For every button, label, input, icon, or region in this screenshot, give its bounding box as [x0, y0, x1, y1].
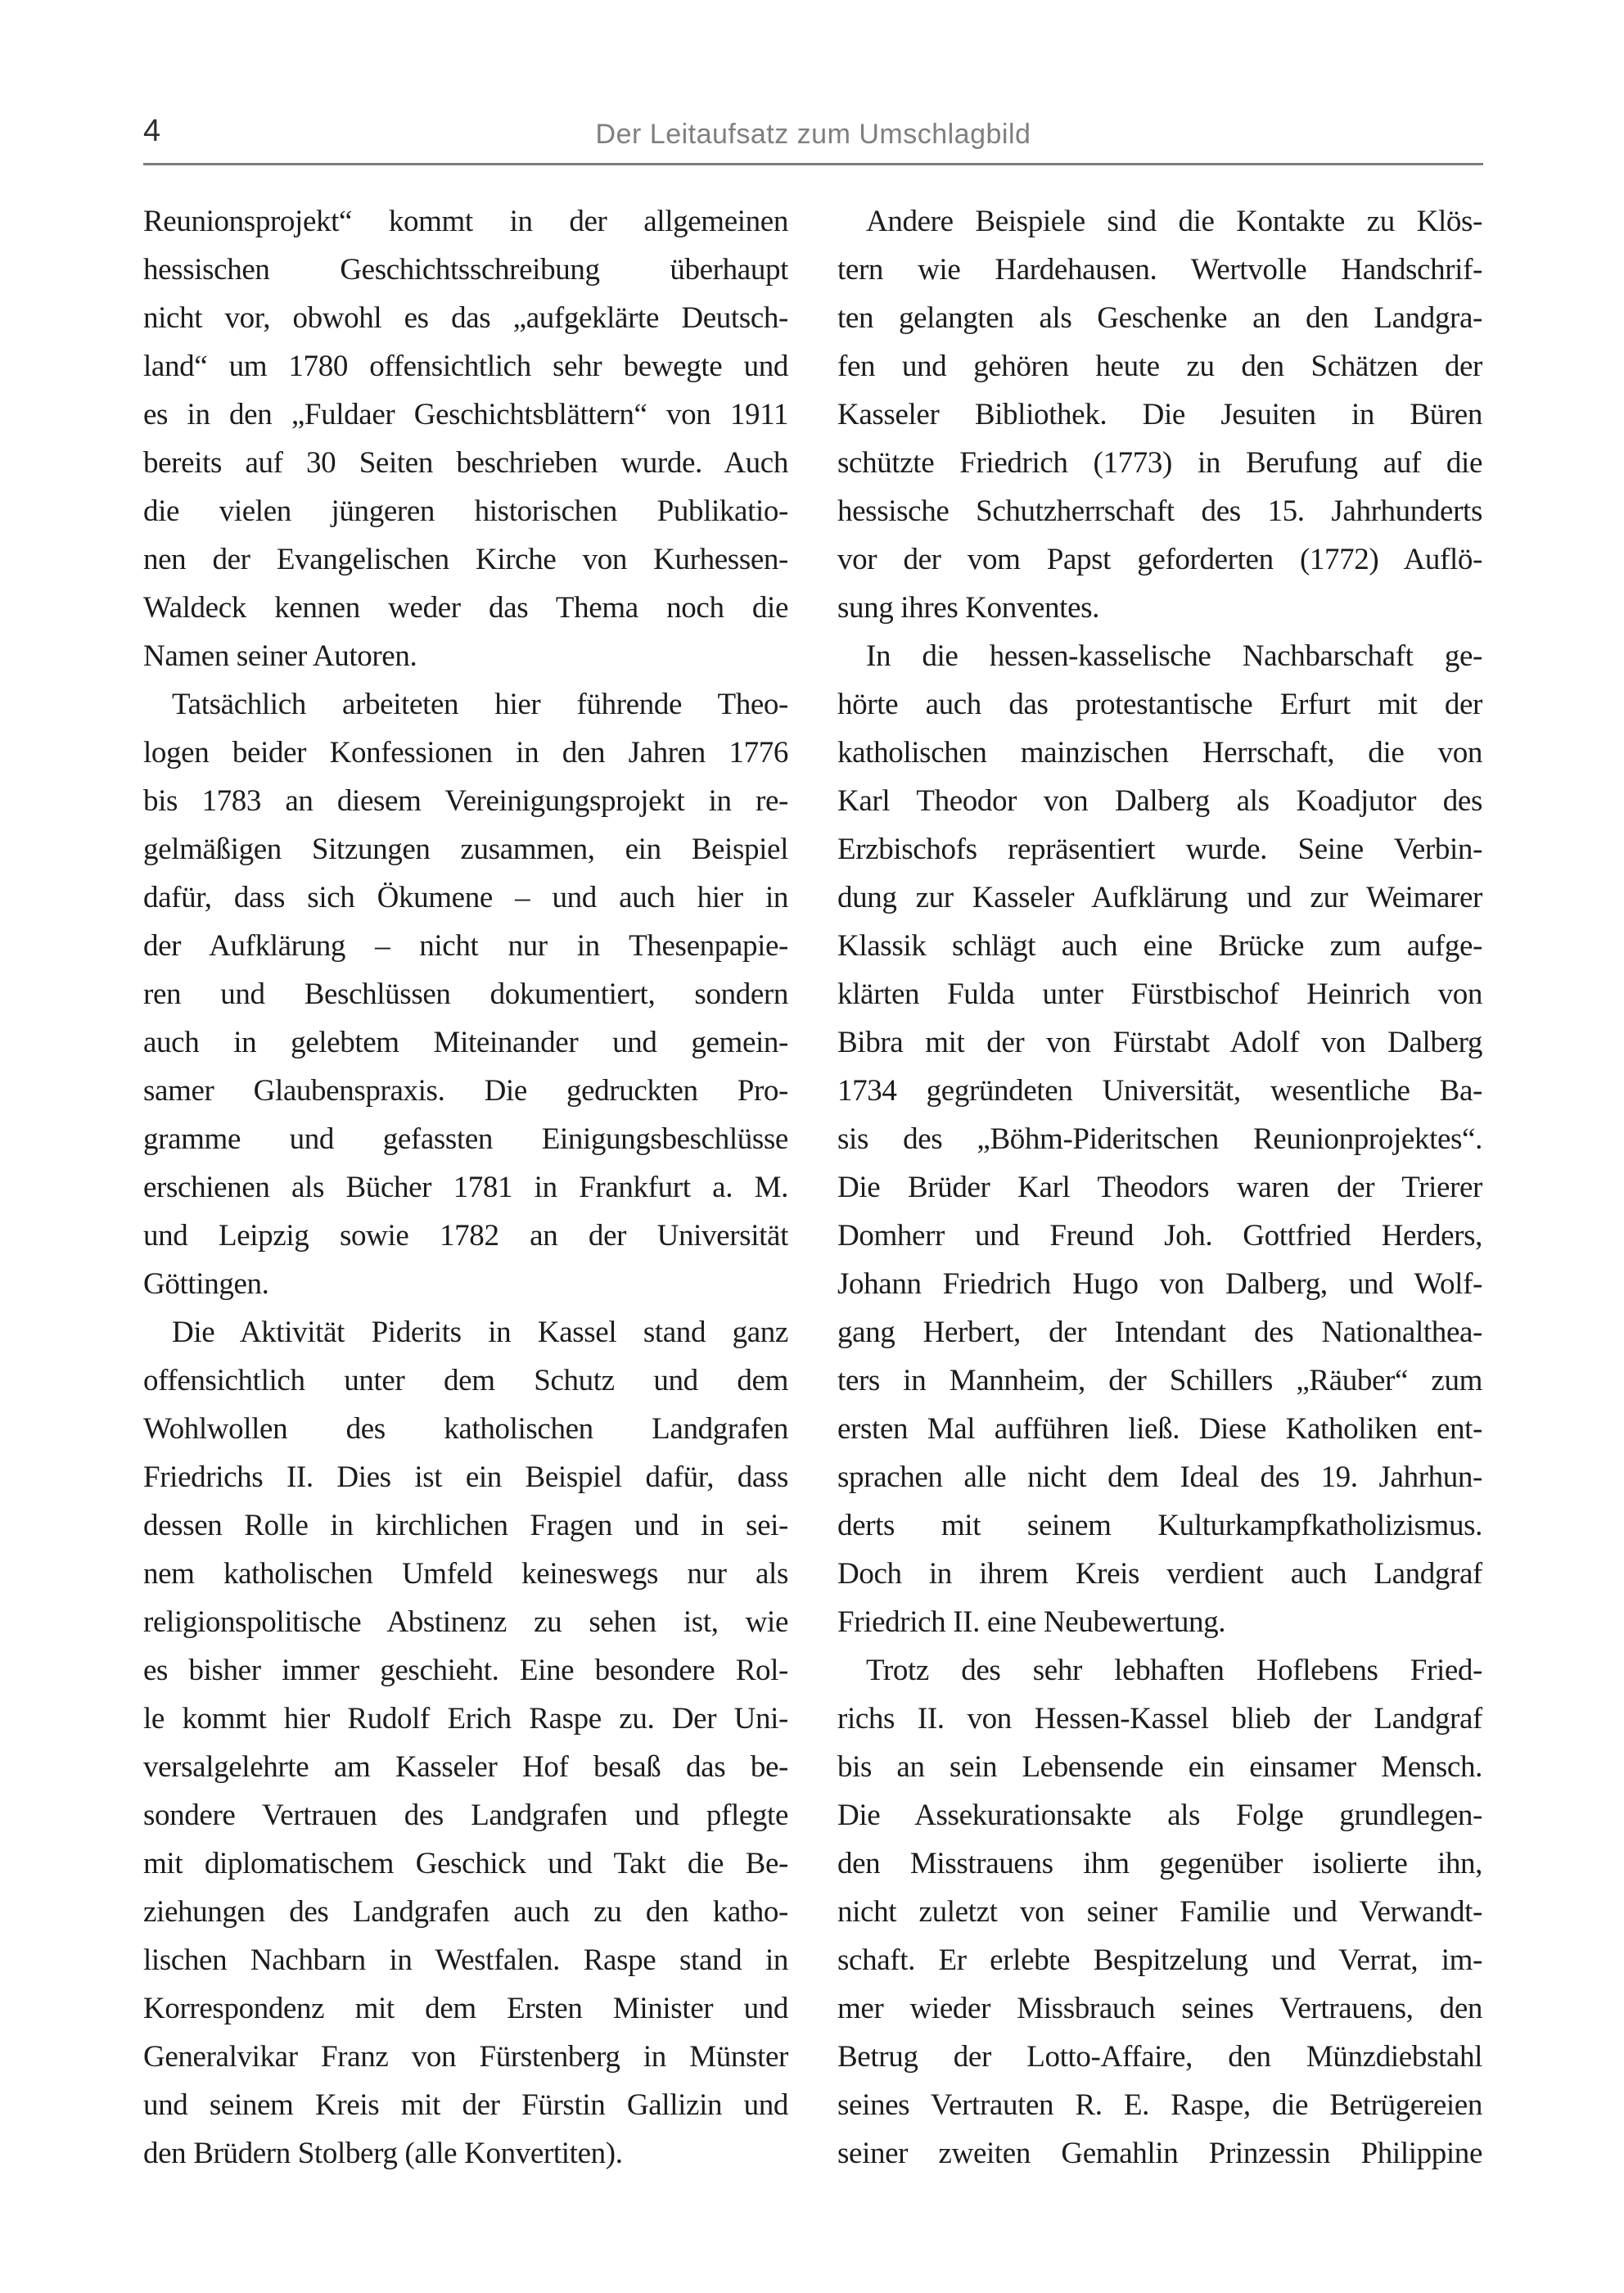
- text-line: Trotz des sehr lebhaften Hoflebens Fried-: [866, 1654, 1482, 1687]
- text-line: Wohlwollen des katholischen Landgrafen: [143, 1412, 788, 1446]
- page-number: 4: [143, 114, 161, 148]
- text-line: tern wie Hardehausen. Wertvolle Handschrif-: [837, 253, 1482, 287]
- text-line: bereits auf 30 Seiten beschrieben wurde. Auch: [143, 446, 788, 480]
- text-line: Bibra mit der von Fürstabt Adolf von Dalberg: [837, 1026, 1482, 1059]
- text-line: schützte Friedrich (1773) in Berufung auf die: [837, 446, 1482, 480]
- text-line: katholischen mainzischen Herrschaft, die von: [837, 736, 1482, 770]
- text-line: ten gelangten als Geschenke an den Landgra-: [837, 301, 1482, 335]
- text-line: gramme und gefassten Einigungsbeschlüsse: [143, 1122, 788, 1156]
- text-line: die vielen jüngeren historischen Publikatio-: [143, 494, 788, 528]
- left-text-column: [143, 197, 788, 2178]
- text-line: versalgelehrte am Kasseler Hof besaß das be-: [143, 1750, 788, 1784]
- text-line: Generalvikar Franz von Fürstenberg in Münster: [143, 2040, 788, 2074]
- text-line: sondere Vertrauen des Landgrafen und pflegte: [143, 1799, 788, 1832]
- text-line: ziehungen des Landgrafen auch zu den katho-: [143, 1895, 788, 1929]
- text-line: sung ihres Konventes.: [837, 591, 1100, 625]
- text-line: Namen seiner Autoren.: [143, 639, 417, 673]
- text-line: und Leipzig sowie 1782 an der Universität: [143, 1219, 788, 1253]
- text-line: Betrug der Lotto-Affaire, den Münzdiebstahl: [837, 2040, 1482, 2074]
- text-line: ren und Beschlüssen dokumentiert, sondern: [143, 977, 788, 1011]
- text-line: In die hessen-kasselische Nachbarschaft ge-: [866, 639, 1482, 673]
- text-line: Friedrichs II. Dies ist ein Beispiel dafür, dass: [143, 1460, 788, 1494]
- text-line: Reunionsprojekt“ kommt in der allgemeinen: [143, 205, 788, 238]
- text-line: fen und gehören heute zu den Schätzen der: [837, 350, 1482, 383]
- text-line: es bisher immer geschieht. Eine besondere Rol-: [143, 1654, 788, 1687]
- text-line: bis 1783 an diesem Vereinigungsprojekt in re-: [143, 784, 788, 818]
- text-line: sprachen alle nicht dem Ideal des 19. Jahrhun-: [837, 1460, 1482, 1494]
- text-line: logen beider Konfessionen in den Jahren 1776: [143, 736, 788, 770]
- text-line: gelmäßigen Sitzungen zusammen, ein Beispiel: [143, 833, 788, 866]
- text-line: Johann Friedrich Hugo von Dalberg, und Wolf-: [837, 1267, 1482, 1301]
- text-line: Tatsächlich arbeiteten hier führende Theo-: [172, 688, 788, 721]
- text-line: dessen Rolle in kirchlichen Fragen und in sei-: [143, 1509, 788, 1542]
- text-line: mit diplomatischem Geschick und Takt die Be-: [143, 1847, 788, 1880]
- text-line: Die Aktivität Piderits in Kassel stand ganz: [172, 1316, 788, 1349]
- text-line: vor der vom Papst geforderten (1772) Auflö-: [837, 543, 1482, 576]
- text-line: Karl Theodor von Dalberg als Koadjutor des: [837, 784, 1482, 818]
- text-line: auch in gelebtem Miteinander und gemein-: [143, 1026, 788, 1059]
- text-line: nicht zuletzt von seiner Familie und Verwandt-: [837, 1895, 1482, 1929]
- text-line: Friedrich II. eine Neubewertung.: [837, 1605, 1226, 1639]
- running-head: Der Leitaufsatz zum Umschlagbild: [595, 119, 1031, 150]
- text-line: gang Herbert, der Intendant des Nationalthea-: [837, 1316, 1482, 1349]
- text-line: 1734 gegründeten Universität, wesentliche Ba-: [837, 1074, 1482, 1108]
- text-line: Erzbischofs repräsentiert wurde. Seine Verbin-: [837, 833, 1482, 866]
- text-line: nem katholischen Umfeld keineswegs nur als: [143, 1557, 788, 1591]
- text-line: Waldeck kennen weder das Thema noch die: [143, 591, 788, 625]
- text-line: land“ um 1780 offensichtlich sehr bewegte und: [143, 350, 788, 383]
- text-line: Andere Beispiele sind die Kontakte zu Klös-: [866, 205, 1482, 238]
- text-line: Die Assekurationsakte als Folge grundlegen-: [837, 1799, 1482, 1832]
- text-line: hörte auch das protestantische Erfurt mit der: [837, 688, 1482, 721]
- text-line: nicht vor, obwohl es das „aufgeklärte Deutsch-: [143, 301, 788, 335]
- text-line: den Misstrauens ihm gegenüber isolierte ihn,: [837, 1847, 1482, 1880]
- text-line: Doch in ihrem Kreis verdient auch Landgraf: [837, 1557, 1482, 1591]
- text-line: es in den „Fuldaer Geschichtsblättern“ von 1911: [143, 398, 788, 431]
- text-line: sis des „Böhm-Pideritschen Reunionprojektes“.: [837, 1122, 1482, 1156]
- text-line: dung zur Kasseler Aufklärung und zur Weimarer: [837, 881, 1482, 914]
- text-line: Korrespondenz mit dem Ersten Minister und: [143, 1992, 788, 2025]
- text-line: dafür, dass sich Ökumene – und auch hier in: [143, 881, 788, 914]
- text-line: den Brüdern Stolberg (alle Konvertiten).: [143, 2137, 623, 2170]
- text-line: ters in Mannheim, der Schillers „Räuber“ zum: [837, 1364, 1482, 1397]
- right-text-column: [837, 197, 1482, 2178]
- text-line: bis an sein Lebensende ein einsamer Mensch.: [837, 1750, 1482, 1784]
- text-line: lischen Nachbarn in Westfalen. Raspe stand in: [143, 1943, 788, 1977]
- text-line: religionspolitische Abstinenz zu sehen ist, wie: [143, 1605, 788, 1639]
- text-line: seiner zweiten Gemahlin Prinzessin Philippine: [837, 2137, 1482, 2170]
- text-line: hessische Schutzherrschaft des 15. Jahrhunderts: [837, 494, 1482, 528]
- text-line: ersten Mal aufführen ließ. Diese Katholiken ent-: [837, 1412, 1482, 1446]
- header-rule: [143, 163, 1483, 165]
- text-line: richs II. von Hessen-Kassel blieb der Landgraf: [837, 1702, 1482, 1736]
- text-line: offensichtlich unter dem Schutz und dem: [143, 1364, 788, 1397]
- text-line: Klassik schlägt auch eine Brücke zum aufge-: [837, 929, 1482, 963]
- text-line: derts mit seinem Kulturkampfkatholizismus.: [837, 1509, 1482, 1542]
- text-line: Göttingen.: [143, 1267, 269, 1301]
- text-line: le kommt hier Rudolf Erich Raspe zu. Der Uni-: [143, 1702, 788, 1736]
- text-line: Die Brüder Karl Theodors waren der Trierer: [837, 1171, 1482, 1204]
- text-line: Kasseler Bibliothek. Die Jesuiten in Büren: [837, 398, 1482, 431]
- text-line: erschienen als Bücher 1781 in Frankfurt a. M.: [143, 1171, 788, 1204]
- text-line: schaft. Er erlebte Bespitzelung und Verrat, im-: [837, 1943, 1482, 1977]
- text-line: samer Glaubenspraxis. Die gedruckten Pro-: [143, 1074, 788, 1108]
- text-line: nen der Evangelischen Kirche von Kurhessen-: [143, 543, 788, 576]
- text-line: der Aufklärung – nicht nur in Thesenpapie-: [143, 929, 788, 963]
- text-line: mer wieder Missbrauch seines Vertrauens, den: [837, 1992, 1482, 2025]
- text-line: seines Vertrauten R. E. Raspe, die Betrügereien: [837, 2088, 1482, 2122]
- text-line: hessischen Geschichtsschreibung überhaupt: [143, 253, 788, 287]
- text-line: und seinem Kreis mit der Fürstin Gallizin und: [143, 2088, 788, 2122]
- text-line: Domherr und Freund Joh. Gottfried Herders,: [837, 1219, 1482, 1253]
- text-line: klärten Fulda unter Fürstbischof Heinrich von: [837, 977, 1482, 1011]
